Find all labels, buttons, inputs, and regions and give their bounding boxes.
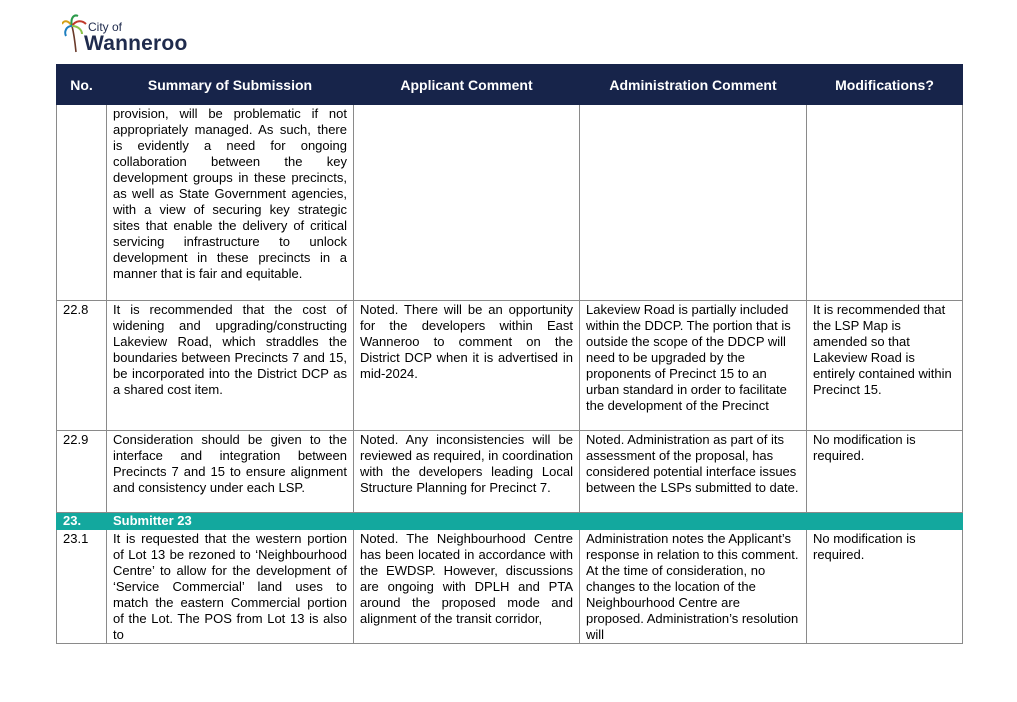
header-modifications: Modifications? <box>807 65 963 105</box>
city-logo <box>62 14 192 60</box>
row-no: 23.1 <box>57 530 107 644</box>
logo-name-text: Wanneroo <box>84 32 188 55</box>
row-summary: Consideration should be given to the interface and integration between Precincts 7 and 15 to ensure alignment and consistency under each LSP. <box>107 431 354 513</box>
row-admin: Noted. Administration as part of its assessment of the proposal, has considered potential interface issues between the LSPs submitted to date. <box>580 431 807 513</box>
header-applicant: Applicant Comment <box>354 65 580 105</box>
row-admin: Lakeview Road is partially included within the DDCP. The portion that is outside the scope of the DDCP will need to be upgraded by the proponents of Precinct 15 to an urban standard in order to facilitate the development of the Precinct <box>580 301 807 431</box>
row-applicant: Noted. Any inconsistencies will be reviewed as required, in coordination with the developers leading Local Structure Planning for Precinct 7. <box>354 431 580 513</box>
row-modifications: It is recommended that the LSP Map is amended so that Lakeview Road is entirely contained within Precinct 15. <box>807 301 963 431</box>
header-summary: Summary of Submission <box>107 65 354 105</box>
row-modifications: No modification is required. <box>807 530 963 644</box>
table-row <box>57 301 963 431</box>
row-summary: provision, will be problematic if not appropriately managed. As such, there is evidently a need for ongoing collaboration between the key development groups in these precincts, as well as State Government agencies, with a view of securing key strategic sites that enable the delivery of critical servicing infrastructure to unlock development in these precincts in a manner that is fair and equitable. <box>107 105 354 301</box>
row-admin <box>580 105 807 301</box>
submitter-row <box>57 513 963 530</box>
row-no <box>57 105 107 301</box>
row-applicant: Noted. There will be an opportunity for the developers within East Wanneroo to comment on the District DCP when it is advertised in mid-2024. <box>354 301 580 431</box>
row-admin: Administration notes the Applicant’s response in relation to this comment. At the time of consideration, no changes to the location of the Neighbourhood Centre are proposed. Administration’s resolution will <box>580 530 807 644</box>
header-admin: Administration Comment <box>580 65 807 105</box>
table-header-row <box>57 65 963 105</box>
logo-city-text: City of <box>88 20 123 34</box>
table-row <box>57 530 963 644</box>
table-row <box>57 105 963 301</box>
submissions-table <box>56 64 963 644</box>
row-summary: It is recommended that the cost of widening and upgrading/constructing Lakeview Road, which straddles the boundaries between Precincts 7 and 15, be incorporated into the District DCP as a shared cost item. <box>107 301 354 431</box>
row-no: 22.8 <box>57 301 107 431</box>
row-applicant: Noted. The Neighbourhood Centre has been located in accordance with the EWDSP. However, discussions are ongoing with DPLH and PTA around the proposed mode and alignment of the transit corridor, <box>354 530 580 644</box>
row-applicant <box>354 105 580 301</box>
row-no: 22.9 <box>57 431 107 513</box>
row-modifications: No modification is required. <box>807 431 963 513</box>
row-modifications <box>807 105 963 301</box>
submitter-no: 23. <box>57 513 107 530</box>
submitter-label: Submitter 23 <box>107 513 963 530</box>
row-summary: It is requested that the western portion of Lot 13 be rezoned to ‘Neighbourhood Centre’ to allow for the development of ‘Service Commercial’ land uses to match the eastern Commercial portion of the Lot. The POS from Lot 13 is also to <box>107 530 354 644</box>
header-no: No. <box>57 65 107 105</box>
table-row <box>57 431 963 513</box>
